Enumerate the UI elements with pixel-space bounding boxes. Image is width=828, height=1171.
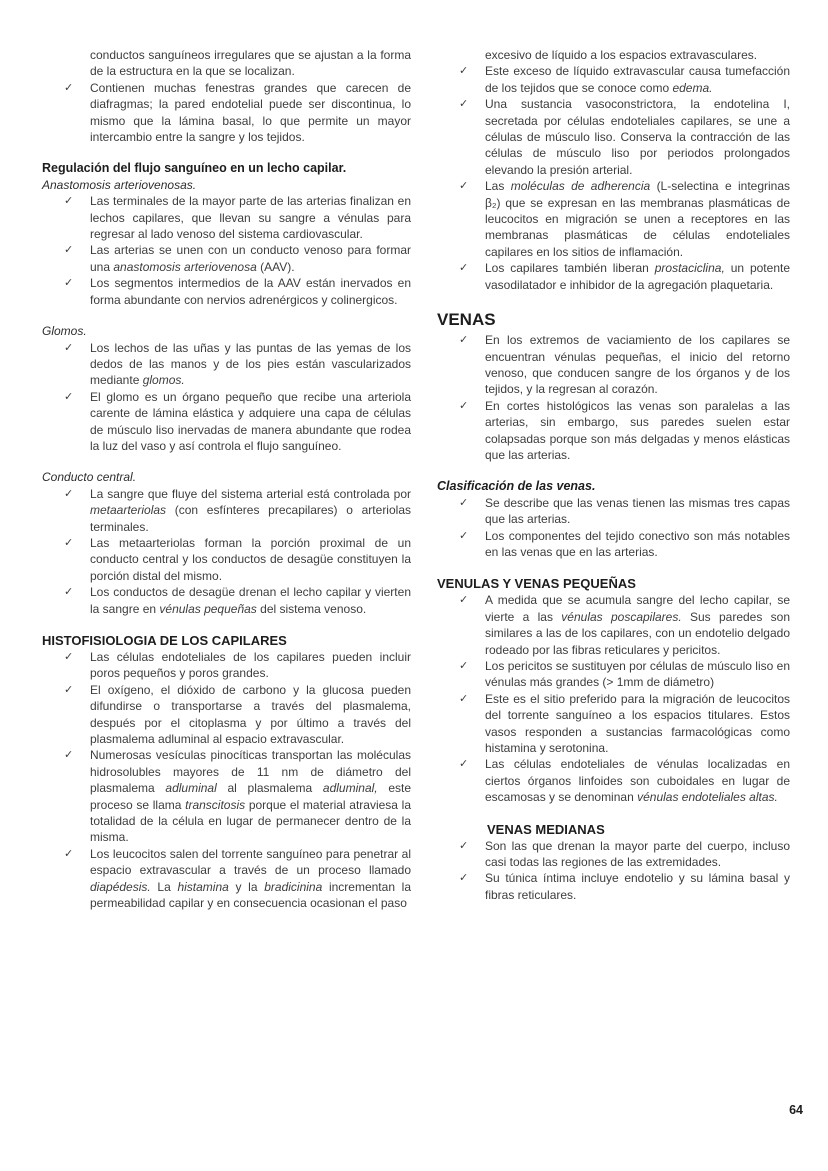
list-item [42, 80, 411, 146]
text-run: A medida que se acumula sangre del lecho capilar, se vierte a las [485, 593, 790, 624]
text-run: Numerosas vesículas pinocíticas transportan las moléculas hidrosolubles mayores de 11 nm de diámetro del plasmalema [90, 748, 411, 796]
checkmark-icon: ✓ [64, 244, 74, 257]
checkmark-icon: ✓ [459, 98, 469, 111]
section-heading: VENULAS Y VENAS PEQUEÑAS [437, 576, 636, 592]
italic-term: adluminal, [322, 781, 378, 796]
page-number: 64 [789, 1103, 803, 1117]
list-item [437, 260, 790, 293]
text-run: un potente vasodilatador e inhibidor de la agregación plaquetaria. [485, 261, 790, 292]
text-run: y la [228, 879, 265, 894]
list-item-text [485, 495, 790, 528]
italic-subheading: Glomos. [42, 324, 87, 339]
list-item-text [485, 96, 790, 178]
list-item [42, 242, 411, 275]
italic-term: edema. [672, 80, 713, 95]
list-item-text [485, 398, 790, 464]
list-item [437, 658, 790, 691]
text-run: Los capilares también liberan [485, 261, 655, 276]
bold-heading: Regulación del flujo sanguíneo en un lecho capilar. [42, 161, 347, 176]
text-run: Las células endoteliales de vénulas localizadas en ciertos órganos linfoides son cuboidales en lugar de escamosas y se denominan [485, 757, 790, 805]
text-run: del sistema venoso. [256, 601, 367, 616]
text-run: conductos sanguíneos irregulares que se ajustan a la forma de la estructura en la que se localizan. [90, 48, 411, 79]
section-heading: VENAS MEDIANAS [487, 821, 605, 837]
italic-subheading: Anastomosis arteriovenosas. [42, 177, 197, 192]
list-item-text [90, 340, 411, 389]
list-item [42, 649, 411, 682]
list-item [42, 486, 411, 535]
checkmark-icon: ✓ [459, 594, 469, 607]
list-item [437, 178, 790, 260]
list-item-text [90, 584, 411, 617]
checkmark-icon: ✓ [459, 334, 469, 347]
checkmark-icon: ✓ [459, 529, 469, 542]
italic-term: metaarteriolas [90, 503, 167, 518]
text-run: Este exceso de líquido extravascular causa tumefacción de los tejidos que se conoce como [485, 64, 790, 95]
text-run: Las células endoteliales de los capilares pueden incluir poros pequeños y poros grandes. [90, 650, 411, 681]
text-run: excesivo de líquido a los espacios extravasculares. [485, 48, 758, 62]
list-item [437, 332, 790, 398]
italic-term: anastomosis arteriovenosa [113, 259, 257, 274]
text-run: Los segmentos intermedios de la AAV están inervados en forma abundante con nervios adrenérgicos y colinergicos. [90, 276, 411, 307]
italic-term: glomos. [142, 373, 185, 388]
checkmark-icon: ✓ [459, 496, 469, 509]
italic-term: histamina [177, 879, 229, 894]
text-run: El glomo es un órgano pequeño que recibe una arteriola carente de lámina elástica y adquiere una capa de células de músculo liso inervadas de manera abundante que rodea la luz del vaso y así controla el flujo sanguíneo. [90, 389, 411, 453]
checkmark-icon: ✓ [64, 341, 74, 354]
text-run: porque el material atraviesa la totalidad de la célula en lugar de permanecer dentro de la misma. [90, 797, 411, 845]
list-item [42, 535, 411, 584]
checkmark-icon: ✓ [64, 390, 74, 403]
section-heading: HISTOFISIOLOGIA DE LOS CAPILARES [42, 633, 287, 648]
text-run: Los pericitos se sustituyen por células de músculo liso en vénulas más grandes (> 1mm de diámetro) [485, 659, 790, 690]
list-item [42, 584, 411, 617]
list-item [437, 691, 790, 757]
checkmark-icon: ✓ [459, 65, 469, 78]
list-item-text [90, 535, 411, 584]
list-item-text [90, 649, 411, 682]
checkmark-icon: ✓ [64, 81, 74, 94]
checkmark-icon: ✓ [459, 660, 469, 672]
italic-term: vénulas pequeñas [159, 601, 257, 616]
paragraph-continuation [42, 47, 411, 80]
list-item-text [90, 846, 411, 912]
text-run: Las metaarteriolas forman la porción proximal de un conducto central y los conductos de desagüe constituyen la porción distal del mismo. [90, 535, 411, 583]
italic-term: diapédesis. [90, 879, 151, 894]
text-run: El oxígeno, el dióxido de carbono y la glucosa pueden difundirse o transportarse a través del plasmalema, después por el citoplasma y por último a través del plasmalema adluminal al espacio extravascular. [90, 682, 411, 747]
checkmark-icon: ✓ [64, 536, 74, 549]
checkmark-icon: ✓ [459, 872, 469, 885]
list-item [437, 495, 790, 528]
list-item-text [90, 682, 411, 748]
list-item-text [485, 870, 790, 903]
checkmark-icon: ✓ [459, 262, 469, 275]
checkmark-icon: ✓ [64, 487, 74, 500]
list-item [42, 340, 411, 389]
italic-subheading: Conducto central. [42, 470, 137, 485]
italic-term: adluminal [165, 781, 217, 796]
text-run: En cortes histológicos las venas son paralelas a las arterias, sin embargo, sus paredes suelen estar colapsadas porque son más delgadas y menos elásticas que las arterias. [485, 398, 790, 462]
list-item-text [90, 486, 411, 535]
text-run: Los lechos de las uñas y las puntas de las yemas de los dedos de las manos y de los pies están vascularizados mediante [90, 340, 411, 388]
list-item-text [485, 260, 790, 293]
checkmark-icon: ✓ [64, 683, 74, 696]
text-run: Una sustancia vasoconstrictora, la endotelina I, secretada por células endoteliales capilares, se une a células de músculo liso. Conserva la contracción de las células de músculo liso por periodos prolongados elevando la presión arterial. [485, 97, 790, 177]
italic-term: vénulas poscapilares. [561, 609, 682, 624]
list-item-text [485, 178, 790, 260]
text-run: Los leucocitos salen del torrente sanguíneo para penetrar al espacio extravascular a través de un proceso llamado [90, 846, 411, 878]
text-run: En los extremos de vaciamiento de los capilares se encuentran vénulas pequeñas, el inicio del retorno venoso, que conducen sangre de los órganos y de los tejidos, y la regresan al corazón. [485, 333, 790, 397]
text-run: este proceso se llama [90, 781, 412, 812]
text-run: (AAV). [256, 259, 295, 274]
text-run: (L-selectina e integrinas β₂) que se expresan en las membranas plasmáticas de leucocitos en migración se unen a receptores en las membranas plasmáticas de células endoteliales capilares en los sitios de inflamación. [485, 179, 791, 259]
text-run: Las arterias se unen con un conducto venoso para formar una [90, 243, 411, 274]
italic-term: bradicinina [264, 879, 323, 894]
list-item [42, 682, 411, 748]
list-item-text [485, 528, 790, 561]
text-run: Los componentes del tejido conectivo son más notables en las venas que en las arterias. [485, 528, 790, 559]
checkmark-icon: ✓ [459, 758, 469, 771]
list-item-text [90, 242, 411, 275]
text-run: Contienen muchas fenestras grandes que carecen de diafragmas; la pared endotelial puede ser discontinua, lo mismo que la lámina basal, lo que permite un mayor intercambio entre la sangre y los tejidos. [90, 80, 411, 145]
text-run: (con esfínteres precapilares) o arteriolas terminales. [90, 503, 411, 534]
section-heading-large: VENAS [437, 310, 496, 330]
list-item-text [90, 80, 411, 146]
checkmark-icon: ✓ [64, 277, 74, 290]
text-run: Se describe que las venas tienen las mismas tres capas que las arterias. [485, 495, 790, 527]
list-item-text [485, 332, 790, 398]
text-run: Los conductos de desagüe drenan el lecho capilar y vierten la sangre en [90, 585, 411, 616]
list-item [42, 846, 411, 912]
checkmark-icon: ✓ [64, 749, 74, 762]
list-item [42, 275, 411, 308]
left-column [42, 47, 411, 912]
checkmark-icon: ✓ [459, 180, 469, 193]
list-item [42, 193, 411, 242]
list-item-text [485, 838, 790, 871]
list-item-text [90, 275, 411, 308]
text-run: Las terminales de la mayor parte de las arterias finalizan en lechos capilares, que llevan su sangre a vénulas para regresar al lado venoso del sistema cardiovascular. [90, 194, 411, 242]
list-item [437, 592, 790, 658]
list-item [437, 838, 790, 871]
list-item-text [485, 658, 790, 691]
text-run: incrementan la permeabilidad capilar y en consecuencia ocasionan el paso [90, 879, 412, 911]
italic-term: prostaciclina, [654, 261, 725, 276]
right-column [437, 47, 790, 903]
text-run: La sangre que fluye del sistema arterial está controlada por [90, 486, 411, 501]
checkmark-icon: ✓ [459, 399, 469, 412]
list-item [42, 747, 411, 845]
list-item [437, 96, 790, 178]
list-item-text [485, 691, 790, 757]
text-run: La [150, 879, 178, 894]
list-item-text [485, 756, 790, 805]
text-run: Sus paredes son similares a las de los capilares, con un endotelio delgado rodeado por las fibras reticulares y pericitos. [485, 609, 791, 657]
checkmark-icon: ✓ [64, 195, 74, 208]
italic-term: transcitosis [185, 797, 246, 812]
text-run: al plasmalema [216, 781, 323, 796]
checkmark-icon: ✓ [64, 651, 74, 663]
list-item [437, 528, 790, 561]
checkmark-icon: ✓ [459, 839, 469, 852]
text-run: Su túnica íntima incluye endotelio y su lámina basal y fibras reticulares. [485, 871, 790, 902]
list-item [437, 398, 790, 464]
text-run: Este es el sitio preferido para la migración de leucocitos del torrente sanguíneo a los espacios titulares. Estos vasos responden a sustancias farmacológicas como histamina y serotonina. [485, 691, 790, 756]
list-item-text [485, 63, 790, 96]
list-item [42, 389, 411, 455]
list-item-text [485, 592, 790, 658]
text-run: Las [485, 179, 511, 194]
list-item-text [90, 747, 411, 845]
checkmark-icon: ✓ [64, 586, 74, 599]
italic-term: vénulas endoteliales altas. [637, 790, 778, 805]
paragraph-continuation [437, 47, 790, 63]
list-item-text [90, 193, 411, 242]
checkmark-icon: ✓ [64, 847, 74, 860]
checkmark-icon: ✓ [459, 692, 469, 705]
list-item [437, 870, 790, 903]
list-item [437, 756, 790, 805]
text-run: Son las que drenan la mayor parte del cuerpo, incluso casi todas las regiones de las extremidades. [485, 838, 790, 870]
list-item-text [90, 389, 411, 455]
italic-term: moléculas de adherencia [510, 179, 651, 194]
list-item [437, 63, 790, 96]
bold-italic-subheading: Clasificación de las venas. [437, 479, 596, 494]
